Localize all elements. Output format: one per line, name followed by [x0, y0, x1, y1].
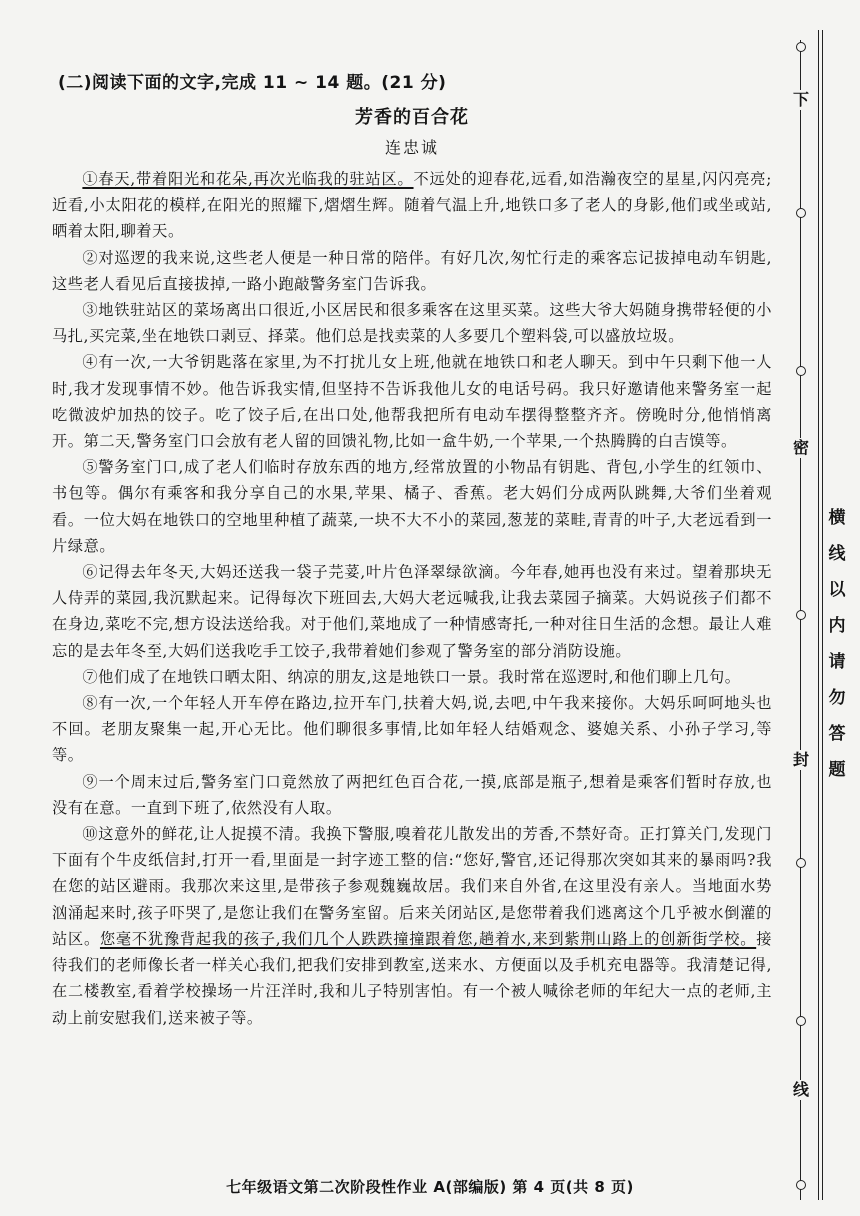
paragraph-8: ⑧有一次,一个年轻人开车停在路边,拉开车门,扶着大妈,说,去吧,中午我来接你。大妈乐呵呵地头也不回。老朋友聚集一起,开心无比。他们聊很多事情,比如年轻人结婚观念、婆媳关系、小孙子学习,等等。: [52, 694, 772, 765]
paragraph-2: ②对巡逻的我来说,这些老人便是一种日常的陪伴。有好几次,匆忙行走的乘客忘记拔掉电动车钥匙,这些老人看见后直接拔掉,一路小跑敲警务室门告诉我。: [52, 248, 772, 293]
seal-mark: 线: [790, 1080, 812, 1100]
section-heading: (二)阅读下面的文字,完成 11 ~ 14 题。(21 分): [58, 73, 447, 93]
circle-marker: [796, 858, 806, 868]
binding-line: [818, 30, 819, 1200]
paragraph-4: ④有一次,一大爷钥匙落在家里,为不打扰儿女上班,他就在地铁口和老人聊天。到中午只剩下他一人时,我才发现事情不妙。他告诉我实情,但坚持不告诉我他儿女的电话号码。我只好邀请他来警务室一起吃微波炉加热的饺子。吃了饺子后,在出口处,他帮我把所有电动车摆得整整齐齐。傍晚时分,他悄悄离开。第二天,警务室门口会放有老人留的回馈礼物,比如一盒牛奶,一个苹果,一个热腾腾的白吉馍等。: [52, 353, 772, 451]
binding-line: [822, 30, 823, 1200]
circle-marker: [796, 610, 806, 620]
paragraph-1: ①春天,带着阳光和花朵,再次光临我的驻站区。不远处的迎春花,远看,如浩瀚夜空的星星,闪闪亮亮;近看,小太阳花的模样,在阳光的照耀下,熠熠生辉。随着气温上升,地铁口多了老人的身影,他们或坐或站,晒着太阳,聊着天。: [52, 170, 773, 241]
binding-notice: 横线以内请勿答题: [826, 500, 848, 788]
paragraph-5: ⑤警务室门口,成了老人们临时存放东西的地方,经常放置的小物品有钥匙、背包,小学生的红领巾、书包等。偶尔有乘客和我分享自己的水果,苹果、橘子、香蕉。老大妈们分成两队跳舞,大爷们坐着观看。一位大妈在地铁口的空地里种植了蔬菜,一块不大不小的菜园,葱茏的菜畦,青青的叶子,大老远看到一片绿意。: [52, 458, 772, 555]
paragraph-7: ⑦他们成了在地铁口晒太阳、纳凉的朋友,这是地铁口一景。我时常在巡逻时,和他们聊上几句。: [82, 667, 741, 686]
paragraph-3: ③地铁驻站区的菜场离出口很近,小区居民和很多乘客在这里买菜。这些大爷大妈随身携带轻便的小马扎,买完菜,坐在地铁口剥豆、择菜。他们总是找卖菜的人多要几个塑料袋,可以盛放垃圾。: [52, 301, 772, 346]
circle-marker: [796, 208, 806, 218]
underlined-sentence: ①春天,带着阳光和花朵,再次光临我的驻站区。: [82, 170, 414, 188]
article-author: 连忠诚: [384, 138, 439, 157]
seal-line: [790, 40, 812, 1200]
binding-margin: [788, 30, 848, 1200]
seal-mark: 密: [790, 438, 812, 458]
paragraph-6: ⑥记得去年冬天,大妈还送我一袋子芫荽,叶片色泽翠绿欲滴。今年春,她再也没有来过。望着那块无人侍弄的菜园,我沉默起来。记得每次下班回去,大妈大老远喊我,让我去菜园子摘菜。大妈说孩子们都不在身边,菜吃不完,想方设法送给我。对于他们,菜地成了一种情感寄托,一种对往日生活的念想。最让人难忘的是去年冬至,大妈们送我吃手工饺子,我带着她们参观了警务室的部分消防设施。: [52, 563, 772, 660]
paragraph-10: ⑩这意外的鲜花,让人捉摸不清。我换下警服,嗅着花儿散发出的芳香,不禁好奇。正打算关门,发现门下面有个牛皮纸信封,打开一看,里面是一封字迹工整的信:“您好,警官,还记得那次突如其来的暴雨吗?我在您的站区避雨。我那次来这里,是带孩子参观魏巍故居。我们来自外省,在这里没有亲人。当地面水势汹涌起来时,孩子吓哭了,是您让我们在警务室留。后来关闭站区,是您带着我们逃离这个几乎被水倒灌的站区。您毫不犹豫背起我的孩子,我们几个人跌跌撞撞跟着您,趟着水,来到紫荆山路上的创新街学校。接待我们的老师像长者一样关心我们,把我们安排到教室,送来水、方便面以及手机充电器等。我清楚记得,在二楼教室,看着学校操场一片汪洋时,我和儿子特别害怕。有一个被人喊徐老师的年纪大一点的老师,主动上前安慰我们,送来被子等。: [52, 825, 772, 1027]
circle-marker: [796, 1180, 806, 1190]
circle-marker: [796, 1016, 806, 1026]
circle-marker: [796, 42, 806, 52]
underlined-sentence: 您毫不犹豫背起我的孩子,我们几个人跌跌撞撞跟着您,趟着水,来到紫荆山路上的创新街学校。: [99, 929, 757, 948]
paragraph-9: ⑨一个周末过后,警务室门口竟然放了两把红色百合花,一摸,底部是瓶子,想着是乘客们暂时存放,也没有在意。一直到下班了,依然没有人取。: [52, 772, 772, 817]
reading-section: [52, 68, 772, 1031]
page-footer: 七年级语文第二次阶段性作业 A(部编版) 第 4 页(共 8 页): [226, 1178, 634, 1196]
seal-mark: 下: [790, 90, 812, 110]
article-title: 芳香的百合花: [355, 107, 469, 128]
seal-mark: 封: [790, 750, 812, 770]
circle-marker: [796, 366, 806, 376]
